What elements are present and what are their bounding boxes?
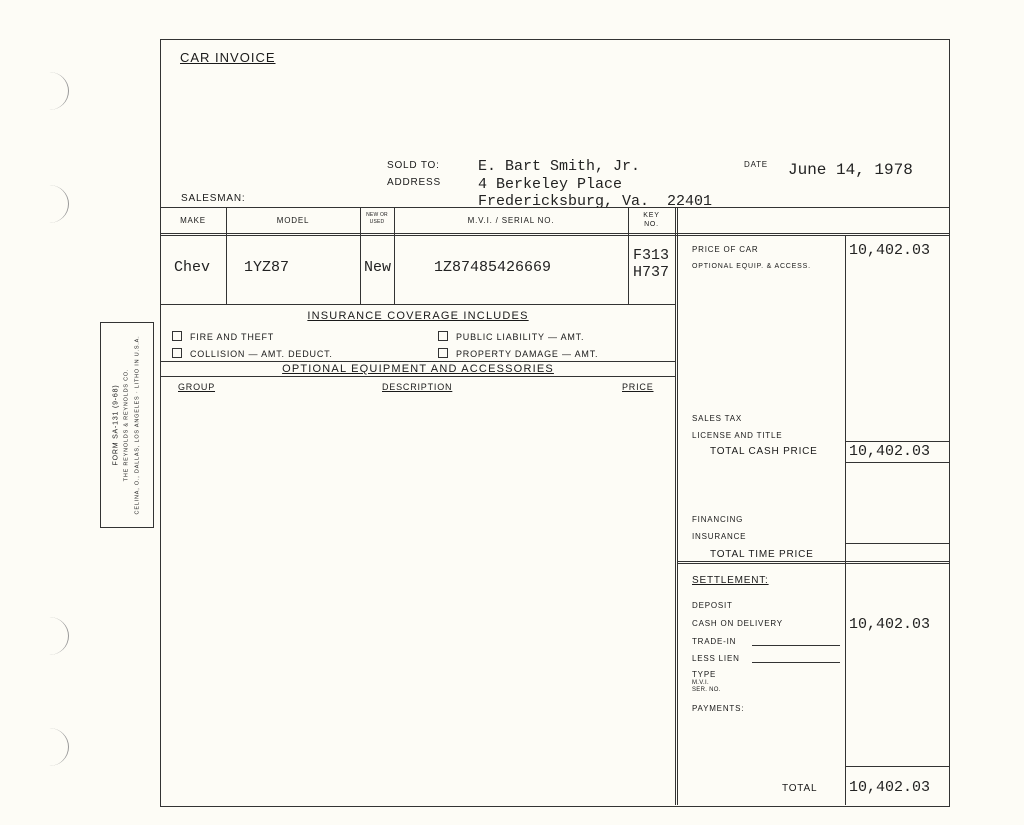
less-lien-label: LESS LIEN [692,654,740,663]
total-label: TOTAL [782,783,818,794]
key-number-1: F313 [633,247,670,264]
type-label: TYPE [692,670,717,679]
key-number-2: H737 [633,264,670,281]
optional-equipment-title: OPTIONAL EQUIPMENT AND ACCESSORIES [282,363,554,375]
trade-in-line [752,645,840,646]
total-value: 10,402.03 [849,779,931,796]
collision-checkbox[interactable] [172,348,182,358]
cash-on-delivery-label: CASH ON DELIVERY [692,619,783,628]
address-label: ADDRESS [387,177,441,188]
serial-header: M.V.I. / SERIAL NO. [467,216,555,225]
date-value: June 14, 1978 [788,161,913,179]
less-lien-line [752,662,840,663]
binder-hole [30,185,69,223]
binder-hole [30,72,69,110]
license-title-label: LICENSE AND TITLE [692,431,783,440]
sold-to-label: SOLD TO: [387,160,440,171]
invoice-title: CAR INVOICE [180,50,276,65]
settlement-title: SETTLEMENT: [692,575,769,586]
model-header: MODEL [276,216,310,225]
deposit-label: DEPOSIT [692,601,733,610]
vehicle-serial: 1Z87485426669 [434,259,552,276]
public-liability-option: PUBLIC LIABILITY — AMT. [438,331,584,342]
mvi-label: M.V.I. [692,680,709,686]
collision-option: COLLISION — AMT. DEDUCT. [172,348,333,359]
key-header: KEY NO. [643,212,660,228]
customer-name: E. Bart Smith, Jr. [478,158,641,175]
salesman-label: SALESMAN: [181,193,246,204]
binder-hole [30,617,69,655]
make-header: MAKE [180,216,206,225]
vehicle-model: 1YZ87 [244,259,290,276]
financing-label: FINANCING [692,515,744,524]
vehicle-new-used: New [364,259,392,276]
optional-equip-label: OPTIONAL EQUIP. & ACCESS. [692,263,811,270]
ser-no-label: SER. NO. [692,687,721,693]
property-damage-checkbox[interactable] [438,348,448,358]
vehicle-make: Chev [174,259,211,276]
printer-name: THE REYNOLDS & REYNOLDS CO. [123,368,130,482]
customer-address-line1: 4 Berkeley Place [478,176,623,193]
price-of-car-label: PRICE OF CAR [692,245,759,254]
date-label: DATE [744,160,768,169]
total-time-price-label: TOTAL TIME PRICE [710,549,814,560]
fire-theft-checkbox[interactable] [172,331,182,341]
customer-address-line2: Fredericksburg, Va. 22401 [478,193,713,210]
new-used-header: NEW OR USED [366,212,388,225]
public-liability-checkbox[interactable] [438,331,448,341]
form-number: FORM SA-131 (9-68) [112,384,120,466]
insurance-cost-label: INSURANCE [692,532,747,541]
fire-theft-option: FIRE AND THEFT [172,331,274,342]
sales-tax-label: SALES TAX [692,414,743,423]
total-cash-price-label: TOTAL CASH PRICE [710,446,818,457]
price-of-car-value: 10,402.03 [849,242,931,259]
form-number-box [100,322,154,528]
trade-in-label: TRADE-IN [692,637,737,646]
printer-location: CELINA, O., DALLAS, LOS ANGELES · LITHO IN U.S.A. [134,335,141,515]
group-header: GROUP [178,382,216,392]
property-damage-option: PROPERTY DAMAGE — AMT. [438,348,598,359]
description-header: DESCRIPTION [382,382,453,392]
binder-hole [30,728,69,766]
invoice-frame [160,39,950,807]
insurance-title: INSURANCE COVERAGE INCLUDES [307,310,529,322]
payments-label: PAYMENTS: [692,704,745,713]
price-header: PRICE [622,382,654,392]
total-cash-price-value: 10,402.03 [849,443,931,460]
cash-on-delivery-value: 10,402.03 [849,616,931,633]
